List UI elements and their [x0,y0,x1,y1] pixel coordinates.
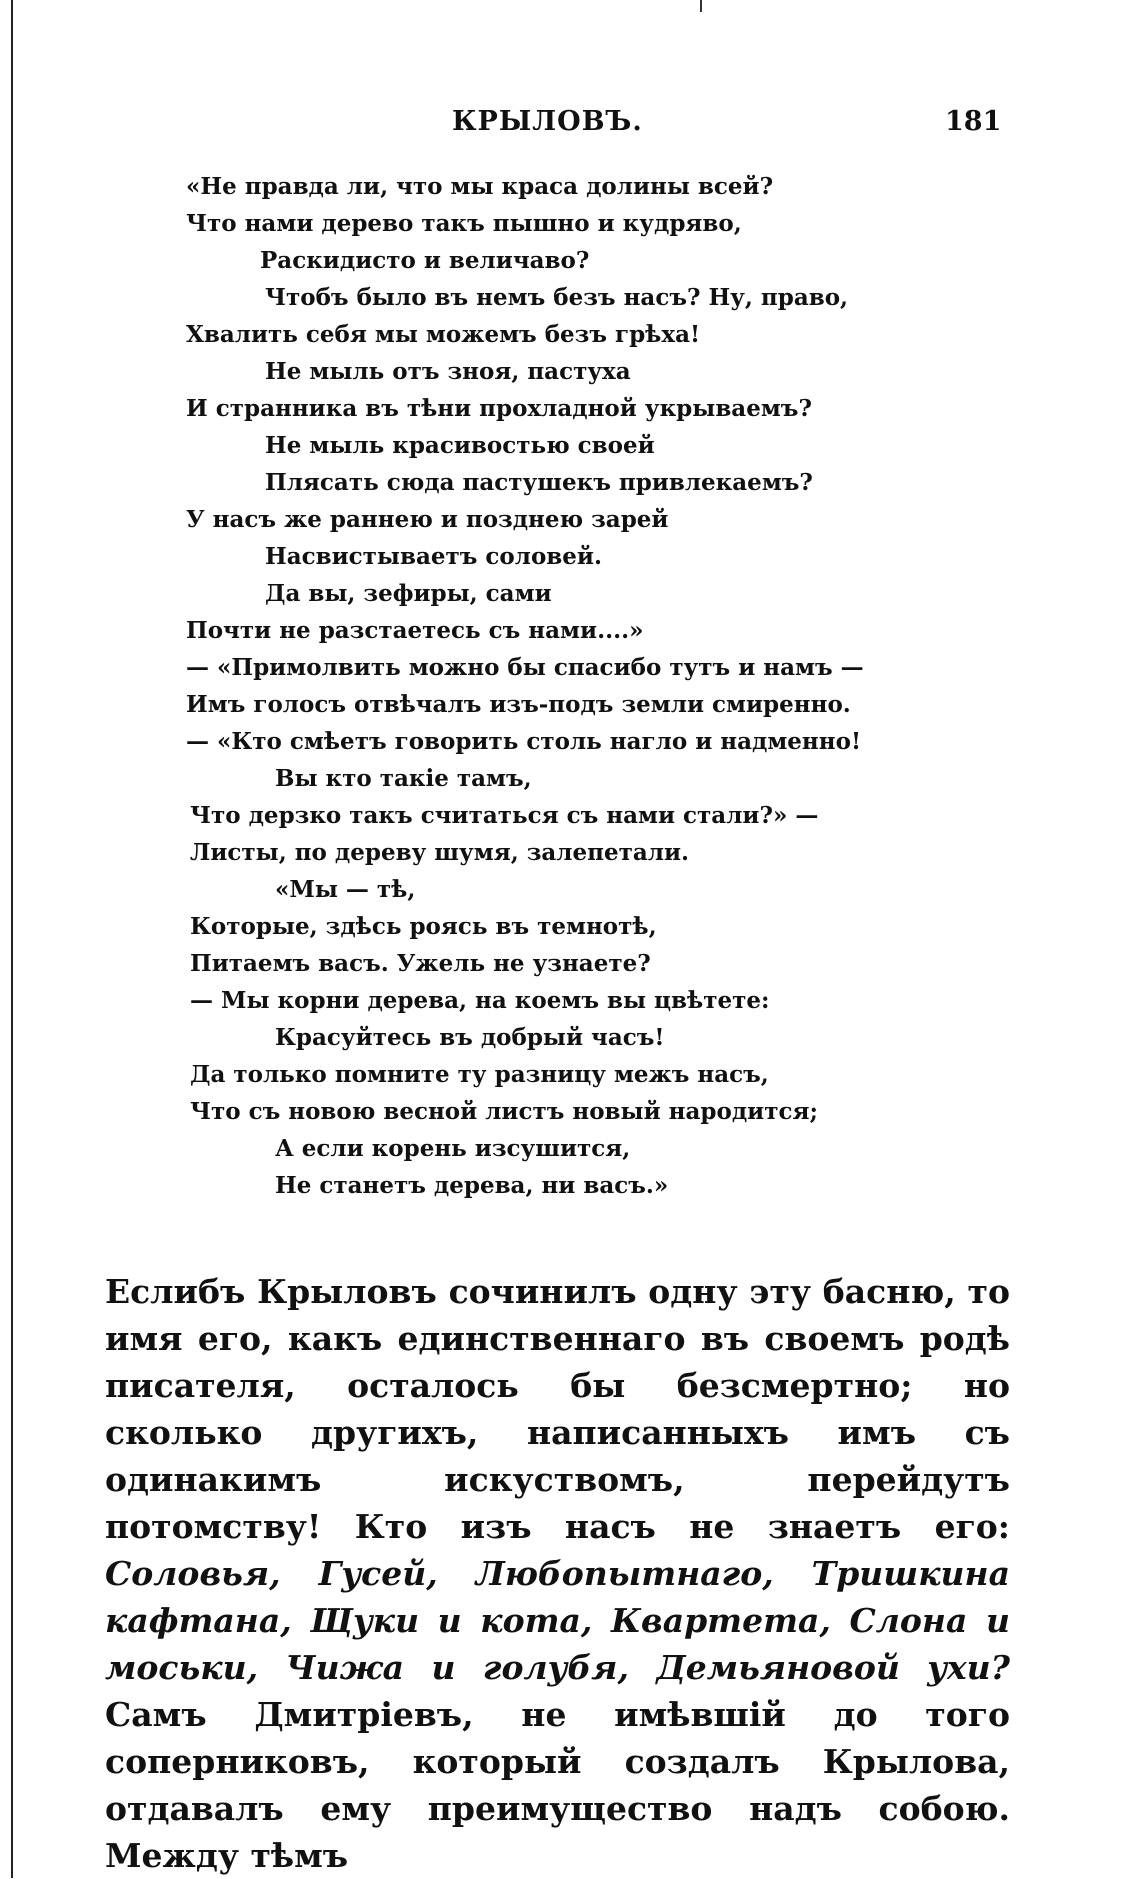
verse-line: Почти не разстаетесь съ нами....» [186,617,644,644]
verse-line: Плясать сюда пастушекъ привлекаемъ? [265,469,813,496]
page-header [0,106,1140,146]
prose-text-continued: Самъ Дмитріевъ, не имѣвшій до того соперниковъ, который создалъ Крылова, отдавалъ ему преимущество надъ собою. Между тѣмъ [105,1695,1010,1875]
running-title: КРЫЛОВЪ. [452,106,643,137]
verse-line: Чтобъ было въ немъ безъ насъ? Ну, право, [265,284,849,311]
verse-line: Хвалить себя мы можемъ безъ грѣха! [186,321,701,348]
verse-line: Насвистываетъ соловей. [265,543,602,570]
verse-line: «Не правда ли, что мы краса долины всей? [186,173,774,200]
prose-text: Еслибъ Крыловъ сочинилъ одну эту басню, то имя его, какъ единственнаго въ своемъ родѣ писателя, осталось бы безсмертно; но сколько другихъ, написанныхъ имъ съ одинакимъ искуствомъ, перейдутъ потомству! Кто изъ насъ не знаетъ его: [105,1272,1010,1546]
verse-line: Не станетъ дерева, ни васъ.» [275,1172,669,1199]
verse-line: Да только помните ту разницу межъ насъ, [190,1061,769,1088]
verse-line: Что дерзко такъ считаться съ нами стали?» — [190,802,819,829]
verse-line: — «Кто смѣетъ говорить столь нагло и надменно! [186,728,862,755]
verse-line: — «Примолвить можно бы спасибо тутъ и намъ — [186,654,864,681]
verse-line: И странника въ тѣни прохладной укрываемъ? [186,395,812,422]
verse-line: «Мы — тѣ, [275,876,416,903]
prose-paragraph [105,1268,1010,1879]
verse-line: Которые, здѣсь роясь въ темнотѣ, [190,913,657,940]
verse-line: Красуйтесь въ добрый часъ! [275,1024,665,1051]
verse-line: Что съ новою весной листъ новый народится; [190,1098,818,1125]
page-edge-mark [700,0,702,12]
verse-line: Листы, по дереву шумя, залепетали. [190,839,690,866]
verse-line: Вы кто такіе тамъ, [275,765,532,792]
verse-line: А если корень изсушится, [275,1135,631,1162]
verse-line: Имъ голосъ отвѣчалъ изъ-подъ земли смиренно. [186,691,851,718]
verse-line: Да вы, зефиры, сами [265,580,552,607]
verse-line: Питаемъ васъ. Ужель не узнаете? [190,950,651,977]
verse-line: — Мы корни дерева, на коемъ вы цвѣтете: [190,987,770,1014]
verse-line: Не мыль отъ зноя, пастуха [265,358,631,385]
fable-titles: Соловья, Гусей, Любопытнаго, Тришкина кафтана, Щуки и кота, Квартета, Слона и моськи, Чижа и голубя, Демьяновой ухи? [105,1554,1010,1687]
verse-line: Что нами дерево такъ пышно и кудряво, [186,210,742,237]
verse-line: Раскидисто и величаво? [260,247,590,274]
page-edge-line [11,0,13,1878]
page-number: 181 [945,106,1002,137]
verse-line: Не мыль красивостью своей [265,432,655,459]
verse-line: У насъ же раннею и позднею зарей [186,506,669,533]
